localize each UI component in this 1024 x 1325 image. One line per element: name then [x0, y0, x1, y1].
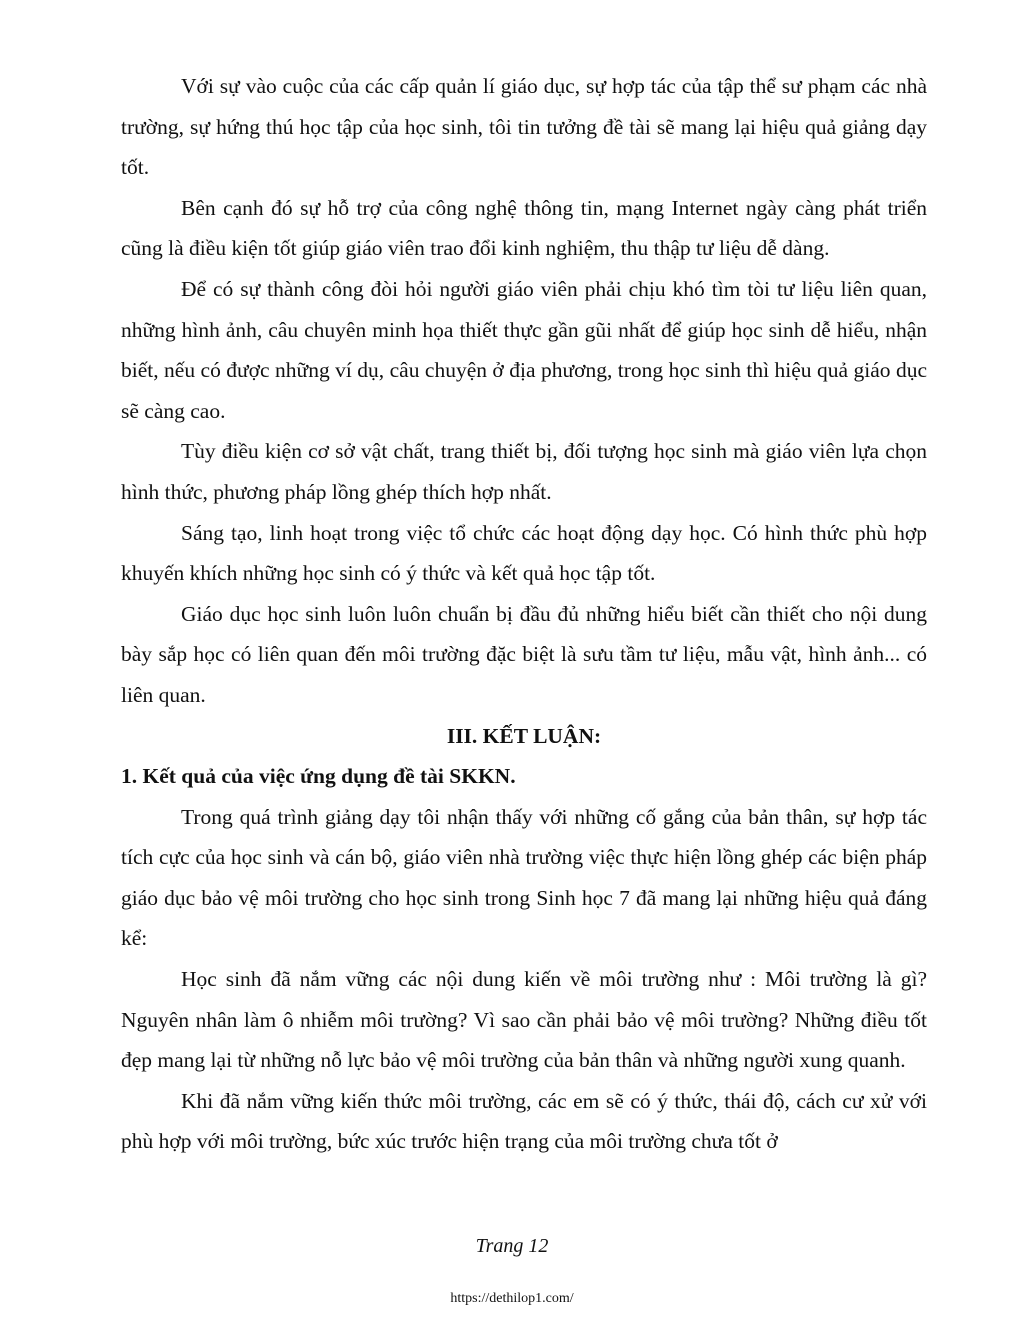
body-paragraph: Tùy điều kiện cơ sở vật chất, trang thiết bị, đối tượng học sinh mà giáo viên lựa chọn hình thức, phương pháp lồng ghép thích hợp nhất. — [121, 439, 927, 504]
body-paragraph: Giáo dục học sinh luôn luôn chuẩn bị đầu đủ những hiểu biết cần thiết cho nội dung bày sắp học có liên quan đến môi trường đặc biệt là sưu tầm tư liệu, mẫu vật, hình ảnh... có liên quan. — [121, 601, 927, 707]
page-number: Trang 12 — [475, 1235, 549, 1257]
section-heading: III. KẾT LUẬN: — [446, 723, 602, 748]
footer-url: https://dethilop1.com/ — [450, 1291, 574, 1306]
document-page — [121, 66, 927, 1162]
body-paragraph: Trong quá trình giảng dạy tôi nhận thấy với những cố gắng của bản thân, sự hợp tác tích cực của học sinh và cán bộ, giáo viên nhà trường việc thực hiện lồng ghép các biện pháp giáo dục bảo vệ môi trường cho học sinh trong Sinh học 7 đã mang lại những hiệu quả đáng kể: — [121, 804, 927, 951]
body-paragraph: Để có sự thành công đòi hỏi người giáo viên phải chịu khó tìm tòi tư liệu liên quan, những hình ảnh, câu chuyên minh họa thiết thực gần gũi nhất để giúp học sinh dễ hiểu, nhận biết, nếu có được những ví dụ, câu chuyện ở địa phương, trong học sinh thì hiệu quả giáo dục sẽ càng cao. — [121, 276, 927, 423]
subsection-heading: 1. Kết quả của việc ứng dụng đề tài SKKN. — [121, 764, 516, 789]
body-paragraph: Học sinh đã nắm vững các nội dung kiến về môi trường như : Môi trường là gì? Nguyên nhân làm ô nhiễm môi trường? Vì sao cần phải bảo vệ môi trường? Những điều tốt đẹp mang lại từ những nỗ lực bảo vệ môi trường của bản thân và những người xung quanh. — [121, 967, 927, 1073]
body-paragraph: Bên cạnh đó sự hỗ trợ của công nghệ thông tin, mạng Internet ngày càng phát triển cũng là điều kiện tốt giúp giáo viên trao đổi kinh nghiệm, thu thập tư liệu dễ dàng. — [121, 195, 927, 261]
body-paragraph: Khi đã nắm vững kiến thức môi trường, các em sẽ có ý thức, thái độ, cách cư xử với phù hợp với môi trường, bức xúc trước hiện trạng của môi trường chưa tốt ở — [121, 1088, 927, 1154]
body-paragraph: Với sự vào cuộc của các cấp quản lí giáo dục, sự hợp tác của tập thể sư phạm các nhà trường, sự hứng thú học tập của học sinh, tôi tin tưởng đề tài sẽ mang lại hiệu quả giảng dạy tốt. — [121, 74, 927, 180]
body-paragraph: Sáng tạo, linh hoạt trong việc tổ chức các hoạt động dạy học. Có hình thức phù hợp khuyến khích những học sinh có ý thức và kết quả học tập tốt. — [121, 520, 927, 586]
